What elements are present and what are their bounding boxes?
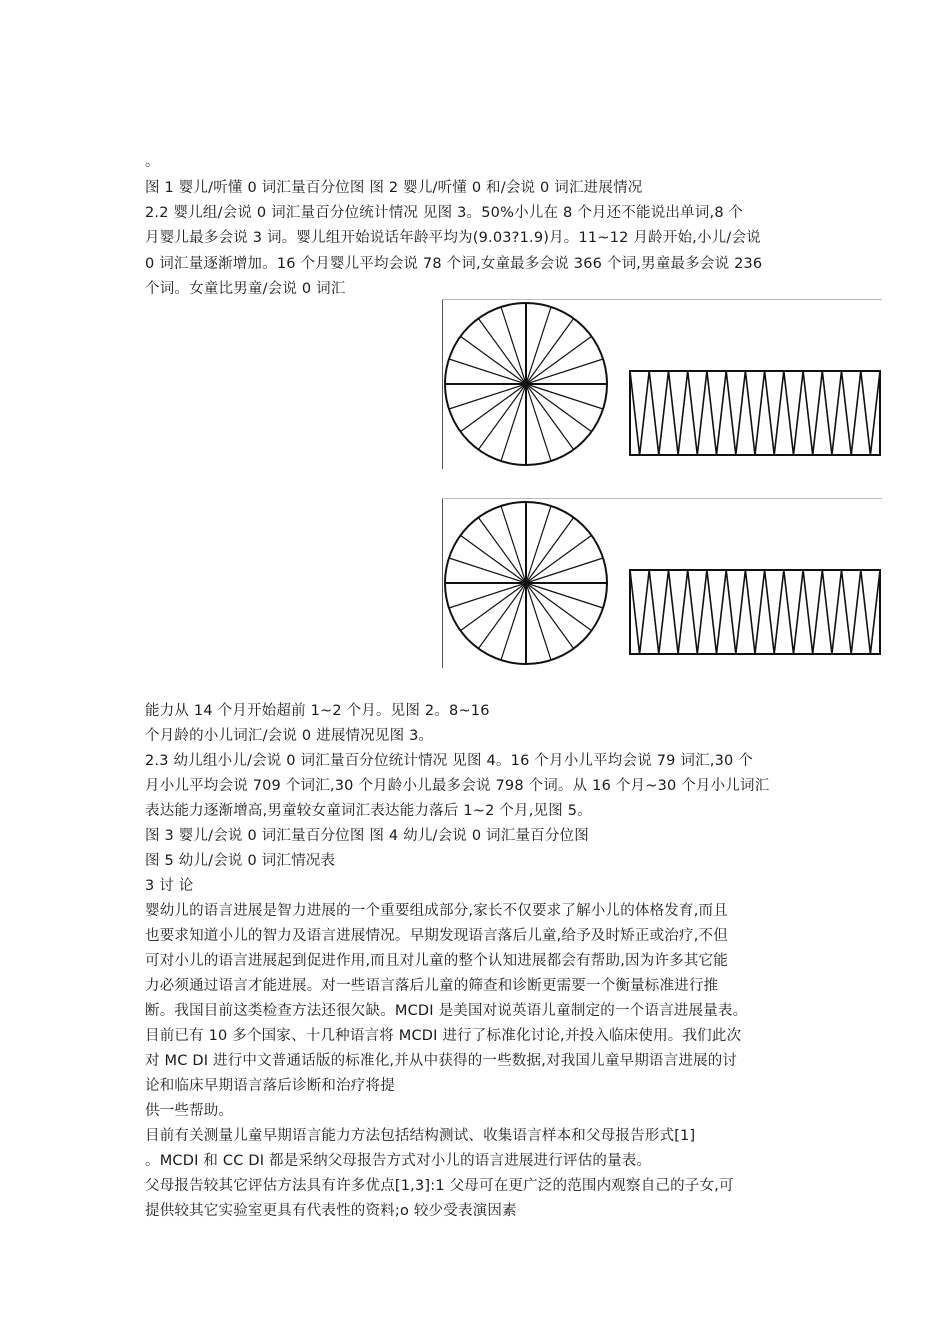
section-2-3-line: 2.3 幼儿组小儿/会说 0 词汇量百分位统计情况 见图 4。16 个月小儿平均会说 79 词汇,30 个 — [145, 753, 753, 769]
figure-caption-line: 图 3 婴儿/会说 0 词汇量百分位图 图 4 幼儿/会说 0 词汇量百分位图 — [145, 828, 589, 844]
wheel-spoke — [526, 359, 603, 384]
wheel-spoke — [526, 319, 574, 385]
text-line: 表达能力逐渐增高,男童较女童词汇表达能力落后 1~2 个月,见图 5。 — [145, 803, 592, 819]
wheel-spoke — [526, 583, 603, 608]
wheel-spoke — [526, 558, 603, 583]
section-heading: 3 讨 论 — [145, 878, 194, 894]
text-line: 提供较其它实验室更具有代表性的资料;o 较少受表演因素 — [145, 1203, 517, 1219]
wheel-spoke — [461, 384, 527, 432]
text-line: 论和临床早期语言落后诊断和治疗将提 — [145, 1078, 395, 1094]
wheel-spoke — [526, 307, 551, 384]
wheel-spoke — [478, 583, 526, 649]
text-line: 。MCDI 和 CC DI 都是采纳父母报告方式对小儿的语言进展进行评估的量表。 — [145, 1153, 652, 1169]
wheel-spoke — [526, 384, 592, 432]
zigzag-line — [630, 570, 880, 654]
section-2-2-line: 2.2 婴儿组/会说 0 词汇量百分位统计情况 见图 3。50%小儿在 8 个月还不能说出单词,8 个 — [145, 205, 744, 221]
figure-top — [442, 299, 882, 469]
text-line: 0 词汇量逐渐增加。16 个月婴儿平均会说 78 个词,女童最多会说 366 个词,男童最多会说 236 — [145, 256, 763, 272]
text-line: 父母报告较其它评估方法具有许多优点[1,3]:1 父母可在更广泛的范围内观察自己的子女,可 — [145, 1178, 734, 1194]
text-line: 个月龄的小儿词汇/会说 0 进展情况见图 3。 — [145, 728, 434, 744]
wheel-spoke — [461, 583, 527, 631]
wheel-spoke — [461, 336, 527, 384]
placeholder-graphic — [442, 498, 882, 668]
zigzag-line — [630, 371, 880, 455]
text-line: 。 — [145, 154, 160, 170]
wheel-spoke — [526, 384, 574, 450]
wheel-spoke — [526, 506, 551, 583]
wheel-spoke — [478, 319, 526, 385]
wheel-spoke — [501, 307, 526, 384]
text-line: 力必须通过语言才能进展。对一些语言落后儿童的筛查和诊断更需要一个衡量标准进行推 — [145, 978, 719, 994]
figure-caption-line: 图 1 婴儿/听懂 0 词汇量百分位图 图 2 婴儿/听懂 0 和/会说 0 词汇进展情况 — [145, 180, 643, 196]
wheel-spoke — [501, 506, 526, 583]
text-line: 婴幼儿的语言进展是智力进展的一个重要组成部分,家长不仅要求了解小儿的体格发育,而且 — [145, 903, 728, 919]
wheel-spoke — [501, 384, 526, 461]
wheel-spoke — [526, 384, 603, 409]
spoked-wheel-graphic — [445, 303, 607, 465]
wheel-spoke — [501, 583, 526, 660]
wheel-spoke — [478, 518, 526, 584]
wheel-spoke — [526, 535, 592, 583]
text-line: 断。我国目前这类检查方法还很欠缺。MCDI 是美国对说英语儿童制定的一个语言进展量表。 — [145, 1003, 748, 1019]
spoked-wheel-graphic — [445, 502, 607, 664]
wheel-spoke — [526, 583, 592, 631]
text-line: 供一些帮助。 — [145, 1103, 234, 1119]
text-line: 目前有关测量儿童早期语言能力方法包括结构测试、收集语言样本和父母报告形式[1] — [145, 1128, 696, 1144]
text-line: 对 MC DI 进行中文普通话版的标准化,并从中获得的一些数据,对我国儿童早期语言进展的讨 — [145, 1053, 738, 1069]
wheel-spoke — [526, 583, 551, 660]
wheel-spoke — [526, 583, 574, 649]
figure-caption-line: 图 5 幼儿/会说 0 词汇情况表 — [145, 853, 336, 869]
wheel-spoke — [449, 558, 526, 583]
wheel-spoke — [461, 535, 527, 583]
wheel-spoke — [449, 359, 526, 384]
wheel-spoke — [526, 384, 551, 461]
text-line: 能力从 14 个月开始超前 1~2 个月。见图 2。8~16 — [145, 703, 490, 719]
wheel-spoke — [449, 384, 526, 409]
figure-bottom — [442, 498, 882, 668]
text-line: 月婴儿最多会说 3 词。婴儿组开始说话年龄平均为(9.03?1.9)月。11~12 月龄开始,小儿/会说 — [145, 230, 761, 246]
text-line: 目前已有 10 多个国家、十几种语言将 MCDI 进行了标准化讨论,并投入临床使用。我们此次 — [145, 1028, 742, 1044]
wheel-spoke — [478, 384, 526, 450]
zigzag-graphic — [630, 570, 880, 654]
wheel-spoke — [449, 583, 526, 608]
text-line: 也要求知道小儿的智力及语言进展情况。早期发现语言落后儿童,给予及时矫正或治疗,不但 — [145, 928, 728, 944]
text-line: 可对小儿的语言进展起到促进作用,而且对儿童的整个认知进展都会有帮助,因为许多其它能 — [145, 953, 728, 969]
text-line: 个词。女童比男童/会说 0 词汇 — [145, 281, 346, 297]
zigzag-graphic — [630, 371, 880, 455]
wheel-spoke — [526, 518, 574, 584]
text-line: 月小儿平均会说 709 个词汇,30 个月龄小儿最多会说 798 个词。从 16 个月~30 个月小儿词汇 — [145, 778, 770, 794]
wheel-spoke — [526, 336, 592, 384]
placeholder-graphic — [442, 299, 882, 469]
